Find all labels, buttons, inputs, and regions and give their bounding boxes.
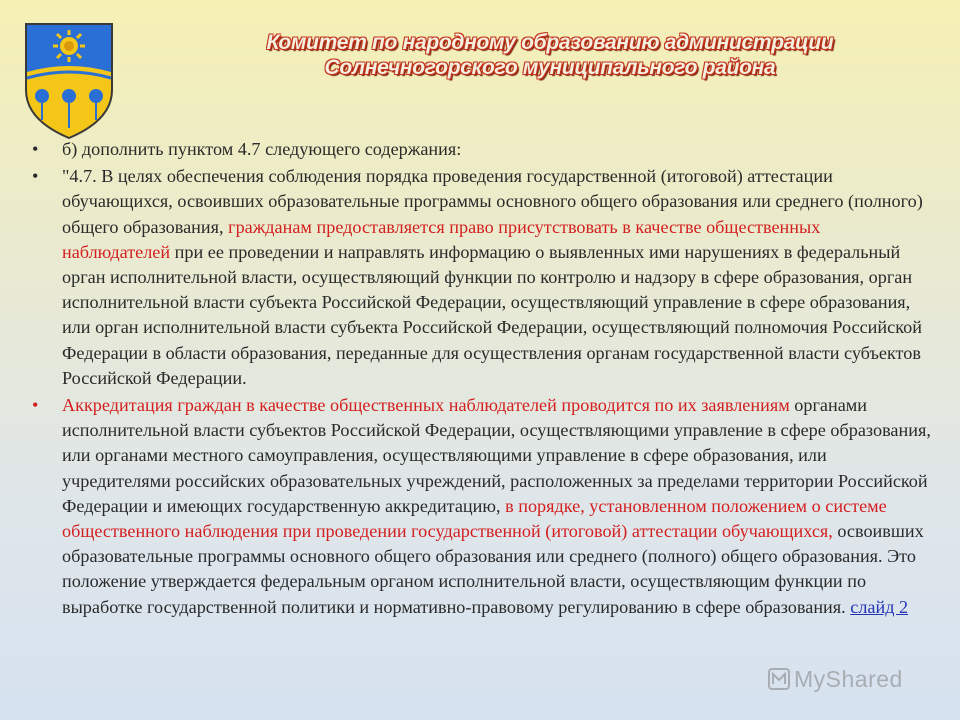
slide-2-link[interactable]: слайд 2 bbox=[850, 596, 909, 617]
watermark: MyShared bbox=[768, 664, 928, 694]
list-item: • Аккредитация граждан в качестве общественных наблюдателей проводится по их заявлениям органами исполнительной власти субъектов Российской Федерации, осуществляющими управление в сфере образования, или органами местного самоуправления, осуществляющими управление в сфере образования, или учредителями российских образовательных учреждений, расположенных за пределами территории Российской Федерации и имеющих государственную аккредитацию, в порядке, установленном положением о системе общественного наблюдения при проведении государственной (итоговой) аттестации обучающихся, освоивших образовательные программы основного общего образования или среднего (полного) общего образования. Это положение утверждается федеральным органом исполнительной власти, осуществляющим функции по выработке государственной политики и нормативно-правовому регулированию в сфере образования. слайд 2 bbox=[32, 395, 931, 617]
header-title bbox=[210, 30, 890, 80]
highlight-text: в порядке, установленном положением о системе общественного наблюдения при проведении государственной (итоговой) аттестации обучающихся, bbox=[62, 495, 887, 542]
bullet-icon: • bbox=[32, 395, 39, 416]
slide-body bbox=[32, 137, 932, 620]
bullet-icon: • bbox=[32, 139, 39, 159]
list-item: • "4.7. В целях обеспечения соблюдения порядка проведения государственной (итоговой) аттестации обучающихся, освоивших образовательные программы основного общего образования или среднего (полного) общего образования, гражданам предоставляется право присутствовать в качестве общественных наблюдателей при ее проведении и направлять информацию о выявленных ими нарушениях в федеральный орган исполнительной власти, осуществляющий функции по контролю и надзору в сфере образования, орган исполнительной власти субъекта Российской Федерации, осуществляющий управление в сфере образования, или орган исполнительной власти субъекта Российской Федерации, осуществляющий полномочия Российской Федерации в области образования, переданные для осуществления органам государственной власти субъектов Российской Федерации. bbox=[32, 166, 923, 388]
header-line-1: Комитет по народному образованию администрации bbox=[266, 31, 834, 54]
header-line-2: Солнечногорского муниципального района bbox=[324, 56, 776, 79]
highlight-text: гражданам предоставляется право присутствовать в качестве общественных наблюдателей bbox=[62, 216, 821, 262]
watermark-logo-icon bbox=[768, 668, 790, 690]
bullet-icon: • bbox=[32, 166, 39, 187]
coat-of-arms-icon bbox=[22, 20, 116, 142]
highlight-text: Аккредитация граждан в качестве общественных наблюдателей проводится по их заявлениям bbox=[62, 395, 790, 416]
list-item: • б) дополнить пунктом 4.7 следующего содержания: bbox=[32, 137, 932, 162]
